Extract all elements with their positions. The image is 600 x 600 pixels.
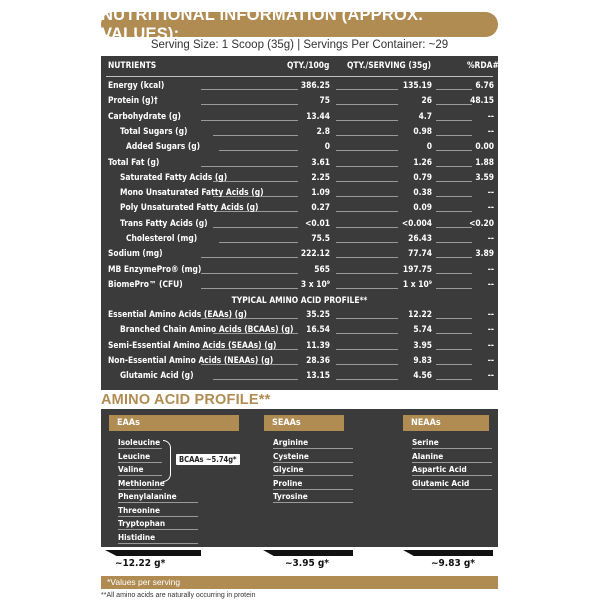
- qty-serving: 3.95: [413, 339, 432, 350]
- qty-serving: 5.74: [413, 324, 432, 335]
- rda-value: --: [487, 233, 494, 243]
- amino-item-underline: [273, 489, 353, 490]
- table-row: [101, 353, 498, 367]
- rda-value: --: [487, 354, 494, 365]
- nutrient-name: Carbohydrate (g): [108, 110, 181, 121]
- neaas-total-arrow: [403, 550, 493, 556]
- amino-acid-item: Glycine: [273, 464, 304, 474]
- nutrient-name: Cholesterol (mg): [126, 233, 198, 243]
- seaas-header: SEAAs: [264, 415, 344, 431]
- rda-value: --: [487, 278, 494, 289]
- amino-item-underline: [412, 462, 492, 463]
- table-row: [101, 368, 498, 382]
- nutrient-name: Non-Essential Amino Acids (NEAAs) (g): [108, 354, 274, 365]
- table-row: [101, 231, 498, 245]
- nutrition-title-banner: NUTRITIONAL INFORMATION (APPROX. VALUES):: [101, 12, 498, 37]
- amino-acid-item: Arginine: [273, 437, 309, 447]
- qty-100g: 75.5: [311, 233, 330, 243]
- amino-item-underline: [118, 502, 198, 503]
- rda-value: 0.00: [475, 141, 494, 152]
- rda-value: --: [487, 339, 494, 350]
- qty-100g: 3 x 10⁹: [300, 278, 330, 289]
- rda-value: 3.89: [475, 248, 494, 259]
- table-row: [101, 322, 498, 336]
- amino-item-underline: [412, 475, 492, 476]
- table-row: [101, 139, 498, 153]
- amino-acid-item: Threonine: [118, 504, 160, 515]
- nutrition-table: [101, 56, 498, 390]
- nutrient-name: Saturated Fatty Acids (g): [120, 171, 228, 182]
- header-nutrients: NUTRIENTS: [108, 60, 157, 70]
- amino-acid-item: Glutamic Acid: [412, 477, 470, 488]
- qty-100g: 386.25: [300, 80, 330, 90]
- qty-100g: 13.44: [306, 110, 330, 121]
- qty-serving: 26.43: [408, 233, 432, 243]
- footnote: **All amino acids are naturally occurring in protein: [101, 592, 256, 599]
- qty-serving: 12.22: [408, 309, 432, 319]
- qty-serving: 9.83: [413, 354, 432, 365]
- group-totals: [101, 548, 498, 576]
- header-divider: [106, 76, 493, 77]
- table-row: [101, 307, 498, 321]
- nutrient-name: Poly Unsaturated Fatty Acids (g): [120, 202, 259, 213]
- seaas-total: ~3.95 g*: [285, 558, 330, 569]
- qty-100g: 222.12: [300, 248, 330, 259]
- qty-serving: 1.26: [413, 156, 432, 167]
- qty-serving: 0.09: [413, 202, 432, 213]
- rda-value: --: [487, 110, 494, 121]
- qty-serving: 0.98: [413, 125, 432, 136]
- table-row: [101, 200, 498, 214]
- table-header: [101, 60, 498, 74]
- qty-100g: 28.36: [306, 354, 330, 365]
- table-row: [101, 338, 498, 352]
- amino-profile-panel: [101, 409, 498, 547]
- qty-100g: 16.54: [306, 324, 330, 335]
- amino-acid-item: Tyrosine: [273, 491, 308, 501]
- amino-acid-item: Leucine: [118, 450, 151, 461]
- eaas-header: EAAs: [109, 415, 239, 431]
- amino-item-underline: [118, 516, 198, 517]
- amino-acid-item: Proline: [273, 477, 303, 488]
- eaas-total: ~12.22 g*: [115, 558, 166, 569]
- serving-info: Serving Size: 1 Scoop (35g) | Servings Per Container: ~29: [150, 39, 449, 51]
- nutrient-name: Trans Fatty Acids (g): [120, 217, 208, 228]
- nutrient-name: Essential Amino Acids (EAAs) (g): [108, 309, 247, 319]
- table-row: [101, 216, 498, 230]
- qty-serving: 197.75: [402, 263, 432, 274]
- amino-item-underline: [273, 462, 353, 463]
- nutrient-name: MB EnzymePro® (mg): [108, 263, 202, 274]
- qty-serving: 26: [421, 95, 432, 106]
- nutrient-name: Sodium (mg): [108, 248, 163, 259]
- nutrient-name: Semi-Essential Amino Acids (SEAAs) (g): [108, 339, 277, 350]
- amino-item-underline: [118, 462, 162, 463]
- rda-value: --: [487, 202, 494, 213]
- rda-value: 1.88: [475, 156, 494, 167]
- nutrient-name: Glutamic Acid (g): [120, 370, 194, 381]
- qty-100g: 75: [319, 95, 330, 106]
- nutrient-name: Branched Chain Amino Acids (BCAAs) (g): [120, 324, 294, 335]
- header-qty-100g: QTY./100g: [287, 60, 330, 70]
- qty-100g: 13.15: [306, 370, 330, 381]
- neaas-header: NEAAs: [403, 415, 489, 431]
- header-rda: %RDA#: [467, 60, 499, 70]
- amino-acid-item: Serine: [412, 437, 439, 447]
- qty-serving: 4.56: [413, 370, 432, 381]
- rda-value: --: [487, 125, 494, 136]
- rda-value: --: [487, 324, 494, 335]
- header-qty-serving: QTY./SERVING (35g): [347, 60, 432, 70]
- qty-serving: 0.38: [413, 187, 432, 198]
- amino-item-underline: [273, 448, 353, 449]
- table-row: [101, 93, 498, 107]
- table-row: [101, 262, 498, 276]
- eaas-total-arrow: [105, 550, 201, 556]
- amino-acid-item: Histidine: [118, 531, 156, 542]
- amino-item-underline: [273, 475, 353, 476]
- qty-100g: 11.39: [306, 339, 330, 350]
- amino-acid-item: Tryptophan: [118, 518, 166, 528]
- amino-acid-item: Cysteine: [273, 450, 309, 461]
- qty-100g: 3.61: [311, 156, 330, 167]
- table-row: [101, 277, 498, 291]
- table-row: [101, 185, 498, 199]
- table-row: [101, 155, 498, 169]
- amino-item-underline: [118, 489, 162, 490]
- nutrient-name: Total Fat (g): [108, 156, 160, 167]
- qty-serving: 1 x 10⁹: [402, 278, 432, 289]
- qty-serving: 0: [426, 141, 432, 152]
- neaas-total: ~9.83 g*: [431, 558, 476, 569]
- qty-serving: <0.004: [401, 217, 432, 228]
- seaas-total-arrow: [263, 550, 353, 556]
- qty-100g: 2.25: [311, 171, 330, 182]
- amino-acid-item: Valine: [118, 464, 144, 474]
- qty-100g: 2.8: [316, 125, 330, 136]
- amino-profile-title: AMINO ACID PROFILE**: [101, 392, 271, 408]
- amino-item-underline: [412, 448, 492, 449]
- amino-acid-item: Phenylalanine: [118, 491, 177, 501]
- amino-acid-item: Isoleucine: [118, 437, 161, 447]
- rda-value: 3.59: [475, 171, 494, 182]
- amino-item-underline: [118, 543, 198, 544]
- per-serving-note: *Values per serving: [101, 576, 498, 589]
- rda-value: 48.15: [470, 95, 494, 106]
- table-row: [101, 246, 498, 260]
- qty-serving: 135.19: [402, 80, 432, 90]
- rda-value: --: [487, 187, 494, 198]
- rda-value: --: [487, 370, 494, 381]
- rda-value: 6.76: [475, 80, 494, 90]
- nutrient-name: BiomePro™ (CFU): [108, 278, 183, 289]
- amino-section-title: TYPICAL AMINO ACID PROFILE**: [231, 295, 368, 305]
- bcaa-note: BCAAs ~5.74g*: [176, 454, 240, 465]
- nutrient-name: Added Sugars (g): [126, 141, 201, 152]
- table-row: [101, 170, 498, 184]
- rda-value: --: [487, 263, 494, 274]
- amino-item-underline: [118, 475, 162, 476]
- qty-100g: 0: [324, 141, 330, 152]
- qty-serving: 77.74: [408, 248, 432, 259]
- amino-acid-item: Aspartic Acid: [412, 464, 467, 474]
- qty-100g: 1.09: [311, 187, 330, 198]
- rda-value: --: [487, 309, 494, 319]
- amino-item-underline: [273, 502, 353, 503]
- qty-100g: <0.01: [305, 217, 330, 228]
- bcaa-brace: [163, 440, 171, 482]
- table-row: [101, 78, 498, 92]
- nutrient-name: Total Sugars (g): [120, 125, 188, 136]
- nutrient-name: Protein (g)†: [108, 95, 158, 106]
- table-row: [101, 109, 498, 123]
- amino-item-underline: [118, 529, 198, 530]
- amino-acid-item: Methionine: [118, 477, 165, 488]
- qty-100g: 0.27: [311, 202, 330, 213]
- amino-acid-item: Alanine: [412, 450, 444, 461]
- qty-100g: 35.25: [306, 309, 330, 319]
- qty-serving: 4.7: [418, 110, 432, 121]
- nutrient-name: Energy (kcal): [108, 80, 165, 90]
- qty-serving: 0.79: [413, 171, 432, 182]
- nutrient-name: Mono Unsaturated Fatty Acids (g): [120, 187, 264, 198]
- qty-100g: 565: [314, 263, 330, 274]
- rda-value: <0.20: [469, 217, 494, 228]
- amino-item-underline: [412, 489, 492, 490]
- table-row: [101, 124, 498, 138]
- amino-item-underline: [118, 448, 162, 449]
